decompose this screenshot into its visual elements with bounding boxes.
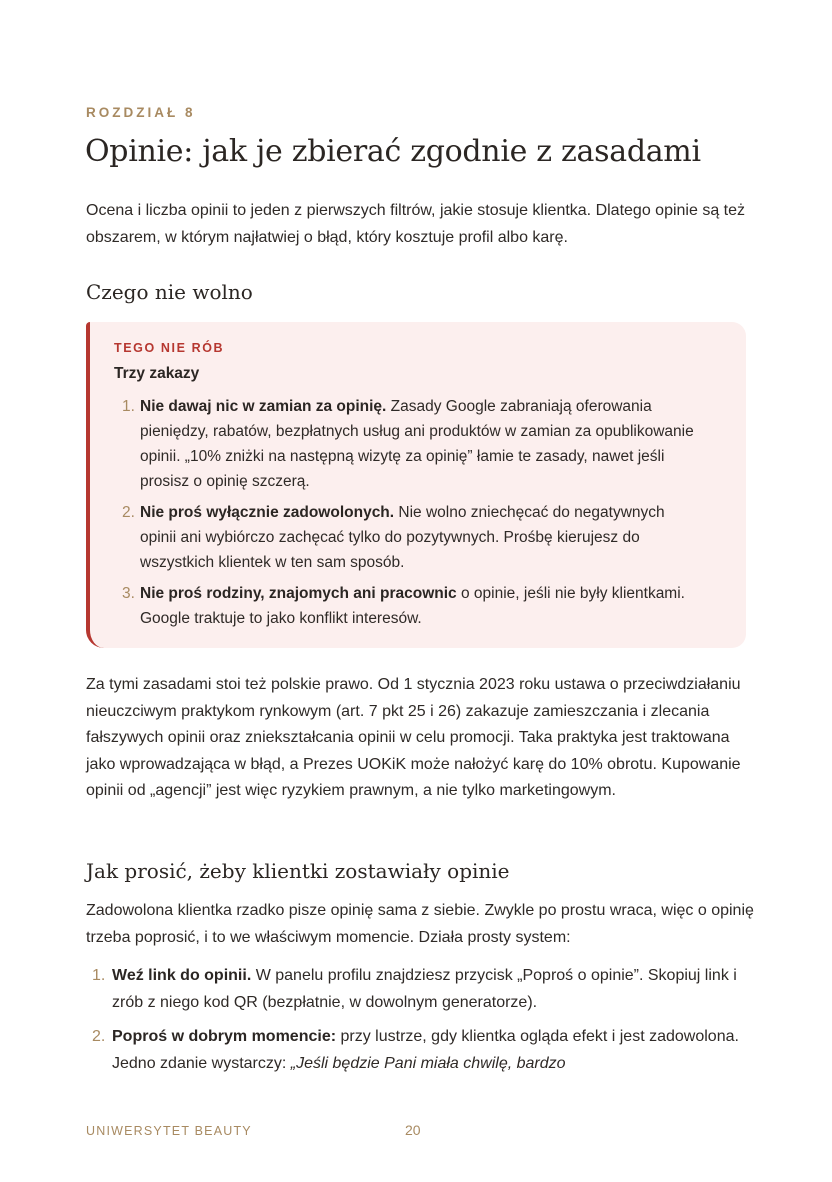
list-item bbox=[114, 500, 704, 575]
list-item-text: o opinie, jeśli nie były klientkami. Google traktuje to jako konflikt interesów. bbox=[140, 585, 685, 627]
chapter-title: Opinie: jak je zbierać zgodnie z zasadami bbox=[85, 134, 701, 169]
list-item-text: Zasady Google zabraniają oferowania pieniędzy, rabatów, bezpłatnych usług ani produktów w zamian za opublikowanie opinii. „10% zniżki na następną wizytę za opinię” łamie te zasady, nawet jeśli prosisz o opinię szczerą. bbox=[140, 398, 694, 490]
list-item bbox=[114, 581, 704, 631]
list-number: 2. bbox=[122, 504, 135, 521]
list-item-bold: Nie proś wyłącznie zadowolonych. bbox=[140, 504, 395, 521]
list-number: 1. bbox=[122, 398, 135, 415]
warning-callout bbox=[86, 322, 746, 648]
page-number: 20 bbox=[405, 1122, 421, 1138]
intro-paragraph: Ocena i liczba opinii to jeden z pierwszych filtrów, jakie stosuje klientka. Dlatego opinie są też obszarem, w którym najłatwiej o błąd, który kosztuje profil albo karę. bbox=[86, 202, 745, 246]
list-number: 2. bbox=[92, 1028, 106, 1045]
list-number: 3. bbox=[122, 585, 135, 602]
steps-list bbox=[86, 962, 746, 1084]
list-item-text: przy lustrze, gdy klientka ogląda efekt i jest zadowolona. Jedno zdanie wystarczy: bbox=[112, 1028, 739, 1072]
footer-brand: UNIWERSYTET BEAUTY bbox=[86, 1124, 252, 1138]
list-item-text: Nie wolno zniechęcać do negatywnych opinii ani wybiórczo zachęcać tylko do pozytywnych. Prośbę kierujesz do wszystkich klientek w ten sam sposób. bbox=[140, 504, 665, 571]
list-item-bold: Weź link do opinii. bbox=[112, 967, 252, 984]
section-heading-how-to-ask: Jak prosić, żeby klientki zostawiały opinie bbox=[86, 859, 510, 883]
list-item bbox=[86, 962, 746, 1016]
chapter-label: ROZDZIAŁ 8 bbox=[86, 105, 196, 120]
list-item-bold: Nie dawaj nic w zamian za opinię. bbox=[140, 398, 387, 415]
callout-tag: TEGO NIE RÓB bbox=[114, 341, 225, 355]
section-heading-prohibitions: Czego nie wolno bbox=[86, 280, 253, 304]
list-item bbox=[114, 394, 704, 494]
list-item bbox=[86, 1023, 746, 1077]
section2-intro: Zadowolona klientka rzadko pisze opinię sama z siebie. Zwykle po prostu wraca, więc o opinię trzeba poprosić, i to we właściwym momencie. Działa prosty system: bbox=[86, 902, 754, 946]
list-number: 1. bbox=[92, 967, 106, 984]
list-item-quote: „Jeśli będzie Pani miała chwilę, bardzo bbox=[290, 1055, 566, 1072]
list-item-text: W panelu profilu znajdziesz przycisk „Poproś o opinie”. Skopiuj link i zrób z niego kod QR (bezpłatnie, w dowolnym generatorze). bbox=[112, 967, 737, 1011]
law-paragraph: Za tymi zasadami stoi też polskie prawo. Od 1 stycznia 2023 roku ustawa o przeciwdziałaniu nieuczciwym praktykom rynkowym (art. 7 pkt 25 i 26) zakazuje zamieszczania i zlecania fałszywych opinii oraz zniekształcania opinii w celu promocji. Taka praktyka jest traktowana jako wprowadzająca w błąd, a Prezes UOKiK może nałożyć karę do 10% obrotu. Kupowanie opinii od „agencji” jest więc ryzykiem prawnym, a nie tylko marketingowym. bbox=[86, 676, 741, 799]
list-item-bold: Nie proś rodziny, znajomych ani pracownic bbox=[140, 585, 457, 602]
list-item-bold: Poproś w dobrym momencie: bbox=[112, 1028, 337, 1045]
prohibitions-list bbox=[114, 394, 704, 637]
callout-heading: Trzy zakazy bbox=[114, 365, 200, 382]
